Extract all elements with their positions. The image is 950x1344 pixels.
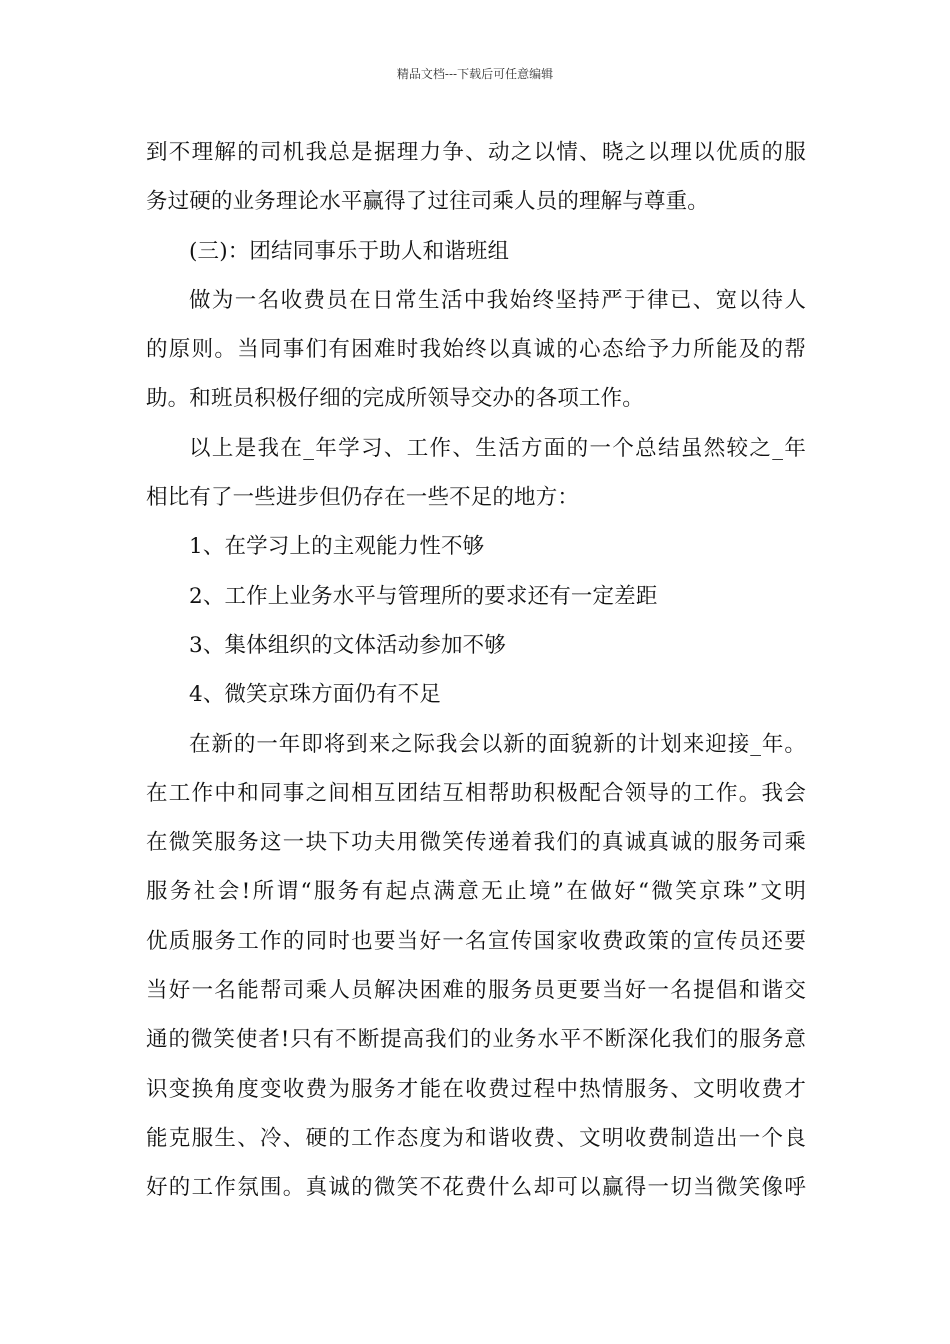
text-line: 好的工作氛围。真诚的微笑不花费什么却可以赢得一切当微笑像呼 bbox=[146, 1175, 806, 1201]
text-line: 助。和班员积极仔细的完成所领导交办的各项工作。 bbox=[146, 386, 644, 412]
text-line: 相比有了一些进步但仍存在一些不足的地方： bbox=[146, 485, 580, 511]
text-line: 的原则。当同事们有困难时我始终以真诚的心态给予力所能及的帮 bbox=[146, 337, 806, 363]
text-line: 到不理解的司机我总是据理力争、动之以情、晓之以理以优质的服 bbox=[146, 140, 806, 165]
text-line: 能克服生、冷、硬的工作态度为和谐收费、文明收费制造出一个良 bbox=[146, 1125, 806, 1151]
text-line: 4、微笑京珠方面仍有不足 bbox=[189, 682, 441, 708]
text-line: 3、集体组织的文体活动参加不够 bbox=[189, 632, 506, 658]
text-line: 1、在学习上的主观能力性不够 bbox=[189, 534, 485, 560]
text-line: 在微笑服务这一块下功夫用微笑传递着我们的真诚真诚的服务司乘 bbox=[146, 830, 806, 856]
text-line: 优质服务工作的同时也要当好一名宣传国家收费政策的宣传员还要 bbox=[146, 928, 806, 954]
text-line: 在工作中和同事之间相互团结互相帮助积极配合领导的工作。我会 bbox=[146, 780, 806, 806]
document-body bbox=[146, 128, 806, 1213]
text-line: 2、工作上业务水平与管理所的要求还有一定差距 bbox=[189, 583, 658, 609]
page-header: 精品文档---下载后可任意编辑 bbox=[396, 67, 554, 81]
text-line: 通的微笑使者!只有不断提高我们的业务水平不断深化我们的服务意 bbox=[146, 1027, 806, 1053]
text-line: 当好一名能帮司乘人员解决困难的服务员更要当好一名提倡和谐交 bbox=[146, 978, 806, 1004]
text-line: 做为一名收费员在日常生活中我始终坚持严于律已、宽以待人 bbox=[189, 287, 806, 313]
text-line: 识变换角度变收费为服务才能在收费过程中热情服务、文明收费才 bbox=[146, 1076, 806, 1102]
text-line: 在新的一年即将到来之际我会以新的面貌新的计划来迎接_年。 bbox=[189, 731, 806, 757]
text-line: 服务社会!所谓“服务有起点满意无止境”在做好“微笑京珠”文明 bbox=[146, 879, 806, 905]
text-line: 务过硬的业务理论水平赢得了过往司乘人员的理解与尊重。 bbox=[146, 189, 709, 215]
text-line: 以上是我在_年学习、工作、生活方面的一个总结虽然较之_年 bbox=[189, 435, 806, 461]
text-line: (三)：团结同事乐于助人和谐班组 bbox=[189, 238, 510, 264]
